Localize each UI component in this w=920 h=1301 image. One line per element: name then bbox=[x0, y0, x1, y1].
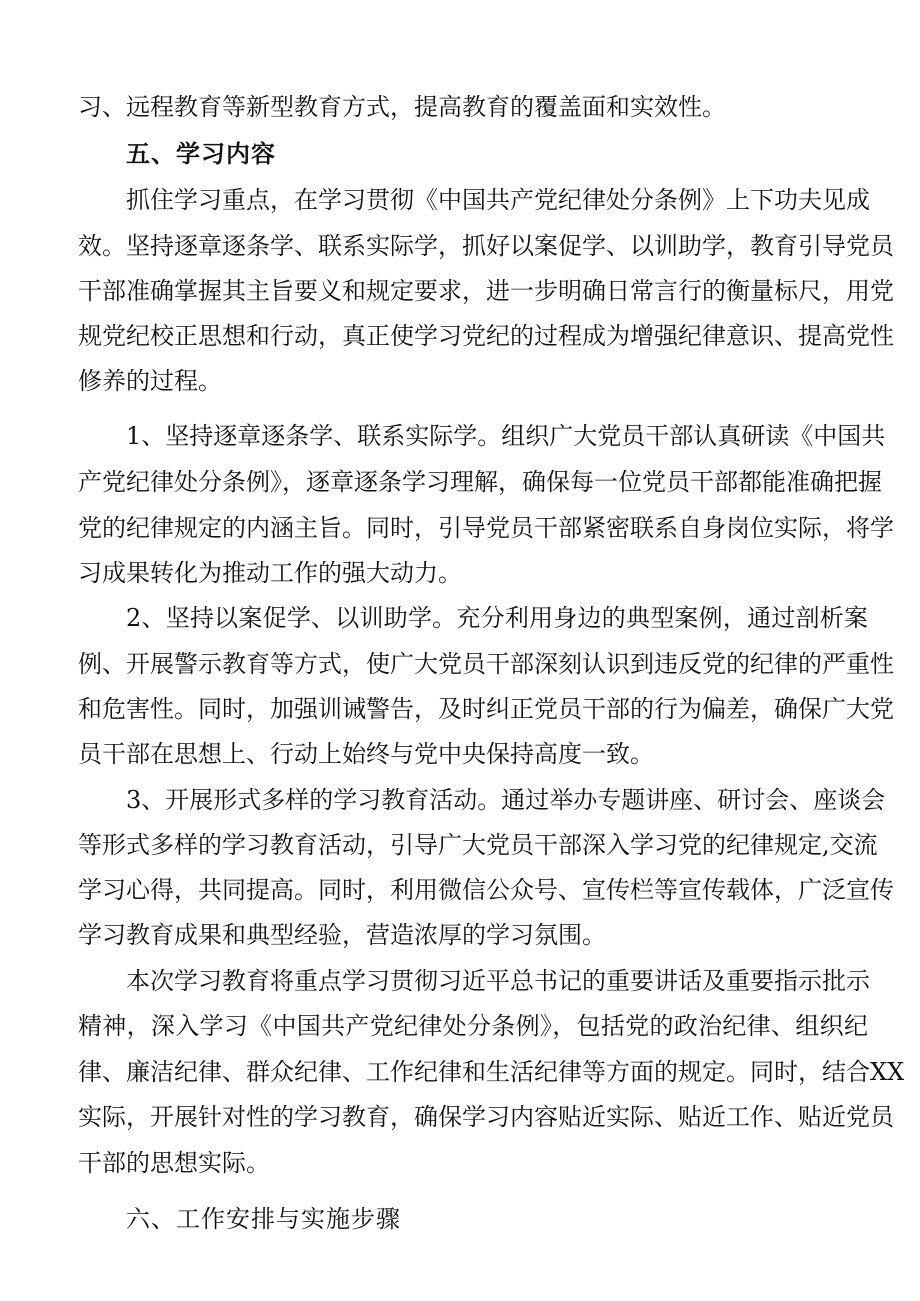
paragraph-line: 本次学习教育将重点学习贯彻习近平总书记的重要讲话及重要指示批示 bbox=[126, 967, 870, 995]
paragraph-line: 修养的过程。 bbox=[78, 367, 222, 395]
paragraph-line: 员干部在思想上、行动上始终与党中央保持高度一致。 bbox=[78, 740, 654, 768]
paragraph-line: 1、坚持逐章逐条学、联系实际学。组织广大党员干部认真研读《中国共 bbox=[126, 422, 886, 450]
paragraph-line: 习、远程教育等新型教育方式，提高教育的覆盖面和实效性。 bbox=[78, 93, 726, 121]
paragraph-line: 实际，开展针对性的学习教育，确保学习内容贴近实际、贴近工作、贴近党员 bbox=[78, 1103, 894, 1131]
paragraph-line: 干部准确掌握其主旨要义和规定要求，进一步明确日常言行的衡量标尺，用党 bbox=[78, 277, 894, 305]
paragraph-line: 产党纪律处分条例》，逐章逐条学习理解，确保每一位党员干部都能准确把握 bbox=[78, 468, 882, 496]
paragraph-line: 2、坚持以案促学、以训助学。充分利用身边的典型案例，通过剖析案 bbox=[126, 604, 868, 632]
paragraph-line: 习成果转化为推动工作的强大动力。 bbox=[78, 559, 462, 587]
paragraph-line: 3、开展形式多样的学习教育活动。通过举办专题讲座、研讨会、座谈会 bbox=[126, 786, 886, 814]
paragraph-line: 等形式多样的学习教育活动，引导广大党员干部深入学习党的纪律规定,交流 bbox=[78, 831, 878, 859]
paragraph-line: 规党纪校正思想和行动，真正使学习党纪的过程成为增强纪律意识、提高党性 bbox=[78, 322, 894, 350]
paragraph-line: 学习心得，共同提高。同时，利用微信公众号、宣传栏等宣传载体，广泛宣传 bbox=[78, 876, 894, 904]
paragraph-line: 党的纪律规定的内涵主旨。同时，引导党员干部紧密联系自身岗位实际，将学 bbox=[78, 514, 894, 542]
paragraph-line: 抓住学习重点，在学习贯彻《中国共产党纪律处分条例》上下功夫见成 bbox=[126, 186, 870, 214]
paragraph-line: 精神，深入学习《中国共产党纪律处分条例》，包括党的政治纪律、组织纪 bbox=[78, 1012, 868, 1040]
paragraph-line: 干部的思想实际。 bbox=[78, 1149, 270, 1177]
paragraph-line: 和危害性。同时，加强训诫警告，及时纠正党员干部的行为偏差，确保广大党 bbox=[78, 695, 894, 723]
paragraph-line: 学习教育成果和典型经验，营造浓厚的学习氛围。 bbox=[78, 921, 606, 949]
paragraph-line: 律、廉洁纪律、群众纪律、工作纪律和生活纪律等方面的规定。同时，结合XX bbox=[78, 1058, 905, 1086]
section-heading-work-arrangement: 六、工作安排与实施步骤 bbox=[126, 1205, 401, 1233]
paragraph-line: 例、开展警示教育等方式，使广大党员干部深刻认识到违反党的纪律的严重性 bbox=[78, 650, 894, 678]
section-heading-study-content: 五、学习内容 bbox=[126, 139, 276, 168]
paragraph-line: 效。坚持逐章逐条学、联系实际学，抓好以案促学、以训助学，教育引导党员 bbox=[78, 232, 894, 260]
